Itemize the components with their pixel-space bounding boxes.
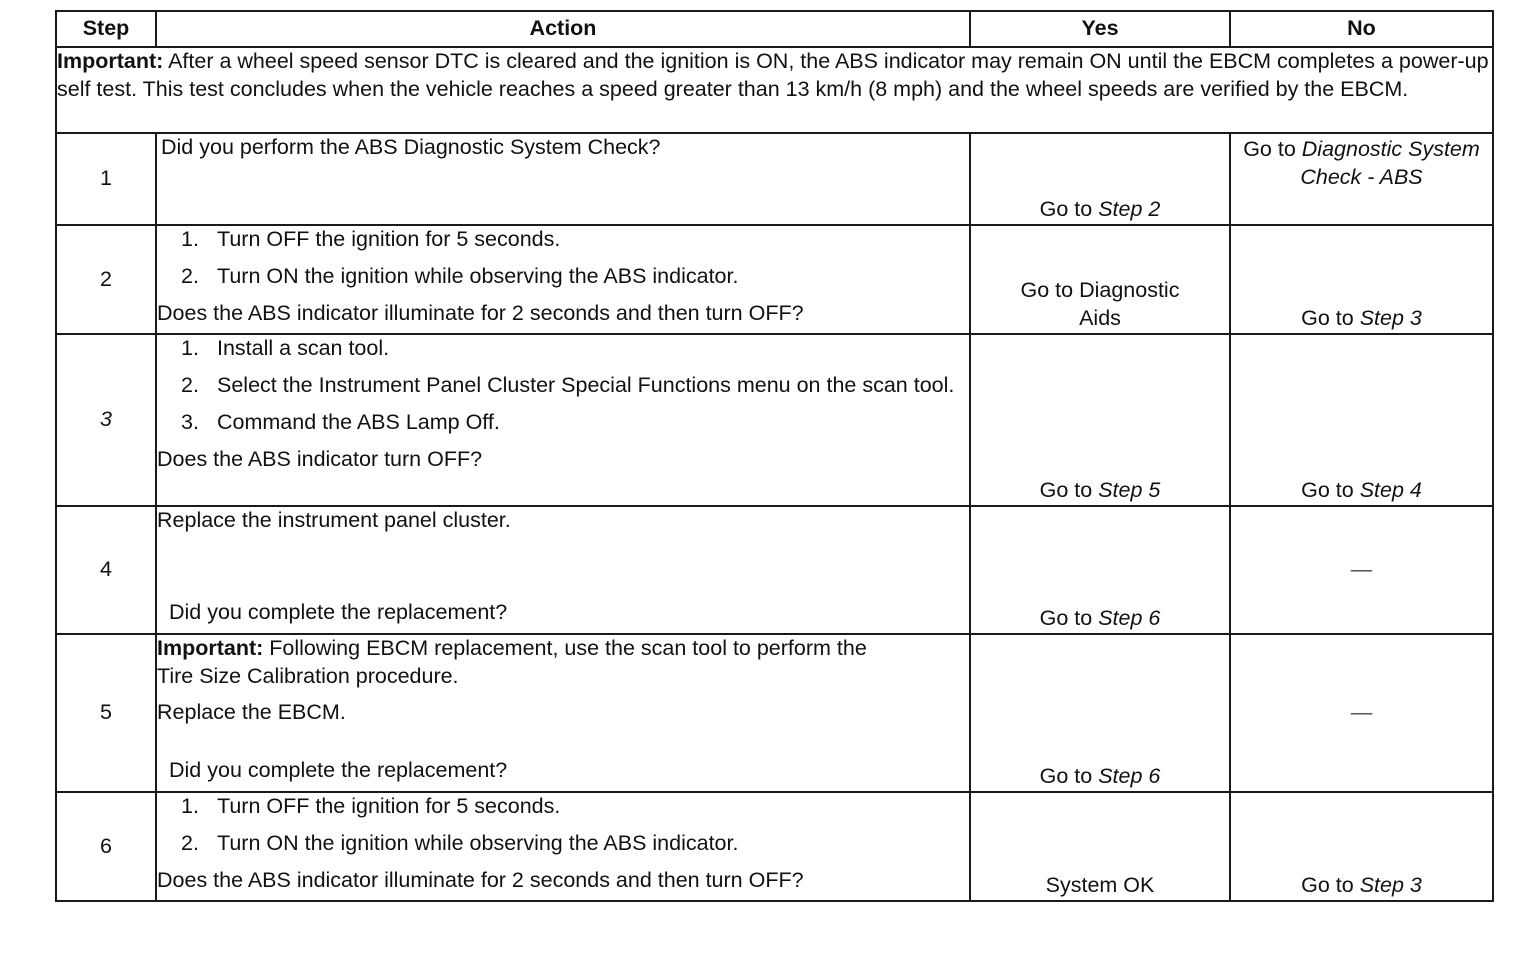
action-important bbox=[157, 635, 969, 691]
action-cell bbox=[156, 334, 970, 506]
no-step-ref: Step 3 bbox=[1359, 873, 1422, 898]
yes-prefix: Go to bbox=[1039, 478, 1093, 503]
yes-step-ref: Step 2 bbox=[1098, 197, 1161, 222]
yes-text: Go to Diagnostic Aids bbox=[1020, 278, 1180, 331]
action-cell bbox=[156, 634, 970, 792]
important-note-row bbox=[56, 47, 1493, 133]
list-text: Select the Instrument Panel Cluster Special Functions menu on the scan tool. bbox=[217, 372, 955, 397]
header-action: Action bbox=[156, 11, 970, 47]
yes-cell bbox=[970, 133, 1230, 225]
action-cell bbox=[156, 133, 970, 225]
step-number: 5 bbox=[56, 634, 156, 792]
step-number: 6 bbox=[56, 792, 156, 901]
list-number: 3. bbox=[181, 409, 199, 434]
action-question: Does the ABS indicator turn OFF? bbox=[157, 446, 483, 471]
action-cell bbox=[156, 792, 970, 901]
action-list-item bbox=[181, 830, 969, 858]
action-question: Does the ABS indicator illuminate for 2 seconds and then turn OFF? bbox=[157, 300, 804, 325]
no-cell bbox=[1230, 133, 1493, 225]
list-number: 1. bbox=[181, 227, 199, 251]
list-number: 2. bbox=[181, 372, 199, 397]
important-note bbox=[56, 47, 1493, 133]
list-text: Install a scan tool. bbox=[217, 336, 390, 360]
list-number: 2. bbox=[181, 263, 199, 288]
no-cell bbox=[1230, 334, 1493, 506]
step-row-2 bbox=[56, 225, 1493, 334]
list-number: 2. bbox=[181, 830, 199, 855]
action-list-item bbox=[181, 335, 969, 363]
step-row-4 bbox=[56, 506, 1493, 634]
action-question: Did you complete the replacement? bbox=[169, 758, 508, 783]
no-step-ref: Step 4 bbox=[1359, 478, 1422, 503]
list-number: 1. bbox=[181, 336, 199, 360]
action-list-item bbox=[181, 372, 969, 400]
no-cell bbox=[1230, 225, 1493, 334]
no-cell bbox=[1230, 634, 1493, 792]
header-step: Step bbox=[56, 11, 156, 47]
step-row-5 bbox=[56, 634, 1493, 792]
no-prefix: Go to bbox=[1243, 137, 1296, 161]
yes-text: System OK bbox=[1045, 873, 1155, 898]
header-no: No bbox=[1230, 11, 1493, 47]
action-list-item bbox=[181, 226, 969, 254]
action-instruction: Replace the instrument panel cluster. bbox=[157, 508, 511, 532]
yes-cell bbox=[970, 225, 1230, 334]
action-question: Did you perform the ABS Diagnostic System Check? bbox=[161, 135, 661, 159]
action-list-item bbox=[181, 263, 969, 291]
action-question: Did you complete the replacement? bbox=[169, 600, 508, 625]
step-row-3 bbox=[56, 334, 1493, 506]
no-cell bbox=[1230, 506, 1493, 634]
step-number: 3 bbox=[56, 334, 156, 506]
step-number: 1 bbox=[56, 133, 156, 225]
diagnostic-table bbox=[55, 10, 1494, 902]
action-list-item bbox=[181, 793, 969, 821]
yes-prefix: Go to bbox=[1039, 764, 1093, 789]
important-text: Following EBCM replacement, use the scan tool to perform the Tire Size Calibration procedure. bbox=[157, 636, 867, 688]
no-dash: — bbox=[1350, 700, 1373, 725]
action-instruction: Replace the EBCM. bbox=[157, 699, 346, 724]
no-step-ref: Step 3 bbox=[1359, 306, 1422, 331]
no-dash: — bbox=[1350, 557, 1373, 582]
no-prefix: Go to bbox=[1301, 478, 1354, 503]
important-label: Important: bbox=[157, 636, 264, 660]
step-number: 2 bbox=[56, 225, 156, 334]
list-number: 1. bbox=[181, 794, 199, 818]
action-question: Does the ABS indicator illuminate for 2 seconds and then turn OFF? bbox=[157, 867, 804, 892]
step-row-6 bbox=[56, 792, 1493, 901]
yes-cell bbox=[970, 334, 1230, 506]
yes-cell bbox=[970, 792, 1230, 901]
no-prefix: Go to bbox=[1301, 306, 1354, 331]
action-cell bbox=[156, 506, 970, 634]
list-text: Turn ON the ignition while observing the ABS indicator. bbox=[217, 830, 739, 855]
list-text: Turn ON the ignition while observing the ABS indicator. bbox=[217, 263, 739, 288]
header-yes: Yes bbox=[970, 11, 1230, 47]
yes-prefix: Go to bbox=[1039, 197, 1093, 222]
list-text: Command the ABS Lamp Off. bbox=[217, 409, 500, 434]
action-list-item bbox=[181, 409, 969, 437]
yes-step-ref: Step 6 bbox=[1098, 764, 1161, 789]
yes-step-ref: Step 6 bbox=[1098, 606, 1161, 631]
header-row bbox=[56, 11, 1493, 47]
yes-cell bbox=[970, 506, 1230, 634]
important-text: After a wheel speed sensor DTC is cleared and the ignition is ON, the ABS indicator may remain ON until the EBCM completes a power-up self test. This test concludes when the vehicle reaches a speed greater than 13 km/h (8 mph) and the wheel speeds are verified by the EBCM. bbox=[57, 49, 1489, 101]
no-ref: Diagnostic System Check - ABS bbox=[1300, 137, 1480, 189]
yes-cell bbox=[970, 634, 1230, 792]
step-number: 4 bbox=[56, 506, 156, 634]
no-prefix: Go to bbox=[1301, 873, 1354, 898]
yes-prefix: Go to bbox=[1039, 606, 1093, 631]
no-cell bbox=[1230, 792, 1493, 901]
list-text: Turn OFF the ignition for 5 seconds. bbox=[217, 794, 561, 818]
action-cell bbox=[156, 225, 970, 334]
yes-step-ref: Step 5 bbox=[1098, 478, 1161, 503]
important-label: Important: bbox=[57, 49, 164, 73]
step-row-1 bbox=[56, 133, 1493, 225]
list-text: Turn OFF the ignition for 5 seconds. bbox=[217, 227, 561, 251]
